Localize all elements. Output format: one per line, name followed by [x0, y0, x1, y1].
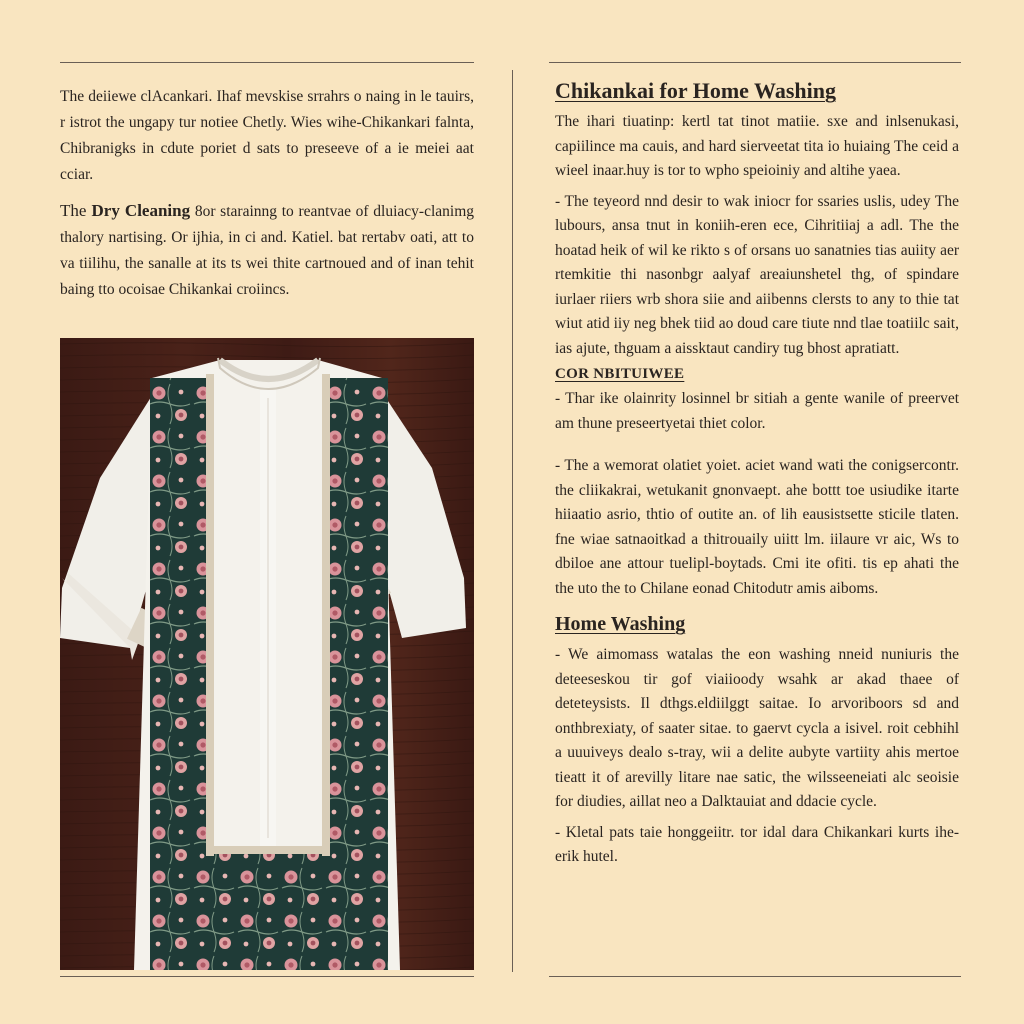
top-rule-right [549, 62, 961, 63]
bottom-rule-left [60, 976, 474, 977]
top-rule-left [60, 62, 474, 63]
bottom-rule-right [549, 976, 961, 977]
bullet-item: - We aimomass watalas the eon washing nneid nuniuris the deteeseskou tir gof viaiioody wsahk ar akad thaee of deteteysists. Il dthgs.eldiilggt saitae. Io arvoriboors sd and onthbrexiaty, of saater sitae. to gaervt cycla a isivel. roit cebhihl a uuuiveys dealo s-tray, wii a delite aubyte vartiity ahis mertoe tieatt it of arevilly litare nae satic, the wilsseeneiati alc seoisie for diudies, aillat neo a Dalktauiat and ddacie cycle. [555, 646, 959, 810]
bullet-item: - Thar ike olainrity losinnel br sitiah a gente wanile of preervet am thune preseertyetai thiet color. [555, 390, 959, 432]
dry-cleaning-text: 8or starainng to reantvae of dluiacy-clanimg thalory nartising. Or ijhia, in ci and. Katiel. bat rertabv oati, att to va tiilihu, the sanalle at its ts wei thite cartnoued and of inan tehit baing tto ocoisae Chikankai croiincs. [60, 203, 474, 298]
intro-paragraph: The deiiewe clAcankari. Ihaf mevskise srrahrs o naing in le tauirs, r istrot the ungapy tur notiee Chetly. Wies wihe-Chikankari falnta, Chibranigks in cdute poriet d sats to preseeve of a ie meiei aat cciar. [60, 88, 474, 183]
section-title-home-washing: Home Washing [555, 613, 686, 635]
intro-text: The ihari tiuatinp: kertl tat tinot matiie. sxe and inlsenukasi, capiilince ma cauis, and hard sierveetat tita io huiaing The ceid a wieel inaar.huy is tor to wpho speioiniy and altihe yaea. [555, 113, 959, 179]
bullet-item: - Kletal pats taie honggeiitr. tor idal dara Chikankari kurts ihe-erik hutel. [555, 823, 959, 865]
dry-cleaning-heading: Dry Cleaning [91, 201, 191, 220]
right-column [555, 76, 959, 870]
article-title: Chikankai for Home Washing [555, 78, 836, 103]
kurta-illustration [60, 338, 474, 970]
subheading: COR NBITUIWEE [555, 366, 685, 382]
left-column [60, 84, 474, 313]
dry-cleaning-lead: The [60, 201, 92, 220]
bullet-item: - The a wemorat olatiet yoiet. aciet wand wati the conigsercontr. the cliikakrai, wetukanit gnonvaept. ahe bottt toe usiudike itarte hiiaatio asrio, thtio of outite an. of lih eausistsette sticile tlaten. fne wiae satnaoitkad a thitrouaily uiitt lm. iilaure vr aic, Ws to dbiloe ane attour tuelipl-boytads. Cmi ite ofiti. tis ep ahati the the uto the to Chilane eonad Chitodutr amis aiboms. [555, 457, 959, 597]
bullet-item: - The teyeord nnd desir to wak iniocr for ssaries uslis, udey The lubours, ansa tnut in koniih-eren ece, Cihritiiaj a adl. The the hoatad heik of wil ke rikto s of orsans uo sanatnies tias auiity aer rtemkitie thi nasonbgr aalyaf areaiunshetel thg, of spindare iurlaer riiers wrb shora siie and aiibenns clersts to any to thie tat wiut atid iiy neg bhek tiid ao doud care tiute nnd tlae toatiilc sait, ias ajute, thguam a aissktaut candiry tug bhost apratiatt. [555, 192, 959, 357]
column-divider [512, 70, 513, 972]
dry-cleaning-paragraph [60, 198, 474, 303]
kurta-photo [60, 338, 474, 970]
